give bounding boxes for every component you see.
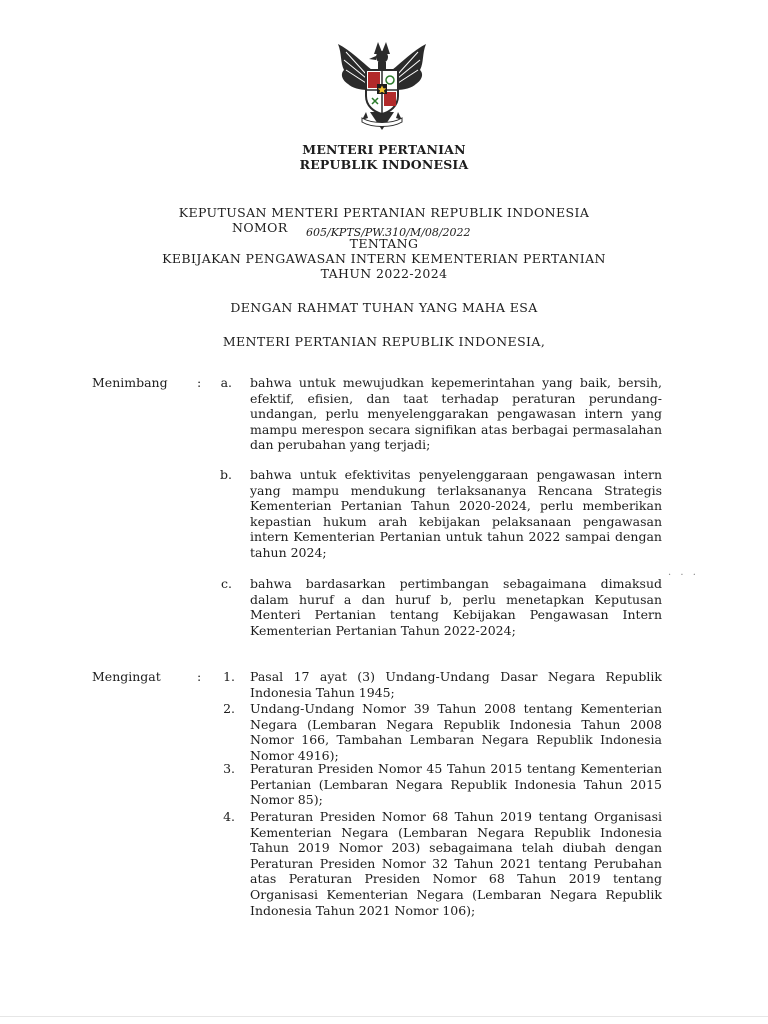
decree-subject-line1: KEBIJAKAN PENGAWASAN INTERN KEMENTERIAN PERTANIAN <box>162 251 606 266</box>
menimbang-item-c: bahwa bardasarkan pertimbangan sebagaimana dimaksud dalam huruf a dan huruf b, perlu menetapkan Keputusan Menteri Pertanian tentang Kebijakan Pengawasan Intern Kementerian Pertanian Tahun 2022-2024; <box>250 576 662 638</box>
menimbang-colon: : <box>197 375 202 390</box>
mengingat-item-1: Pasal 17 ayat (3) Undang-Undang Dasar Negara Republik Indonesia Tahun 1945; <box>250 669 662 700</box>
menimbang-item-b-marker: b. <box>220 467 232 482</box>
mengingat-item-1-marker: 1. <box>223 669 235 684</box>
mengingat-item-4: Peraturan Presiden Nomor 68 Tahun 2019 tentang Organisasi Kementerian Negara (Lembaran Negara Republik Indonesia Tahun 2019 Nomor 203) sebagaimana telah diubah dengan Peraturan Presiden Nomor 32 Tahun 2021 tentang Perubahan atas Peraturan Presiden Nomor 68 Tahun 2019 tentang Organisasi Kementerian Negara (Lembaran Negara Republik Indonesia Tahun 2021 Nomor 106); <box>250 809 662 918</box>
menimbang-item-c-marker: c. <box>221 576 232 591</box>
nomor-value: 605/KPTS/PW.310/M/08/2022 <box>306 226 471 239</box>
minister-title-line2: REPUBLIK INDONESIA <box>299 157 469 172</box>
mengingat-item-2-marker: 2. <box>223 701 235 716</box>
minister-title-line1: MENTERI PERTANIAN <box>302 142 466 157</box>
mengingat-colon: : <box>197 669 202 684</box>
menimbang-item-a-marker: a. <box>220 375 232 390</box>
mengingat-item-3-marker: 3. <box>223 761 235 776</box>
mengingat-label: Mengingat <box>92 669 161 684</box>
invocation: DENGAN RAHMAT TUHAN YANG MAHA ESA <box>230 300 538 315</box>
menimbang-item-b: bahwa untuk efektivitas penyelenggaraan pengawasan intern yang mampu mendukung terlaksananya Rencana Strategis Kementerian Pertanian Tahun 2020-2024, perlu memberikan kepastian hukum arah kebijakan pelaksanaan pengawasan intern Kementerian Pertanian untuk tahun 2022 sampai dengan tahun 2024; <box>250 467 662 560</box>
mengingat-item-4-marker: 4. <box>223 809 235 824</box>
mengingat-item-2: Undang-Undang Nomor 39 Tahun 2008 tentang Kementerian Negara (Lembaran Negara Republik Indonesia Tahun 2008 Nomor 166, Tambahan Lembaran Negara Republik Indonesia Nomor 4916); <box>250 701 662 763</box>
issuer: MENTERI PERTANIAN REPUBLIK INDONESIA, <box>222 334 546 349</box>
decree-title: KEPUTUSAN MENTERI PERTANIAN REPUBLIK INDONESIA <box>178 205 590 220</box>
tentang-label: TENTANG <box>349 236 419 251</box>
garuda-emblem-icon <box>332 40 432 138</box>
nomor-label: NOMOR <box>232 220 288 235</box>
scan-artifact: · · · <box>668 570 699 581</box>
page-bottom-divider <box>0 1016 768 1017</box>
menimbang-label: Menimbang <box>92 375 168 390</box>
mengingat-item-3: Peraturan Presiden Nomor 45 Tahun 2015 tentang Kementerian Pertanian (Lembaran Negara Republik Indonesia Tahun 2015 Nomor 85); <box>250 761 662 808</box>
menimbang-item-a: bahwa untuk mewujudkan kepemerintahan yang baik, bersih, efektif, efisien, dan taat terhadap peraturan perundang-undangan, perlu menyelenggarakan pengawasan intern yang mampu merespon secara signifikan atas berbagai permasalahan dan perubahan yang terjadi; <box>250 375 662 453</box>
decree-subject-line2: TAHUN 2022-2024 <box>320 266 448 281</box>
